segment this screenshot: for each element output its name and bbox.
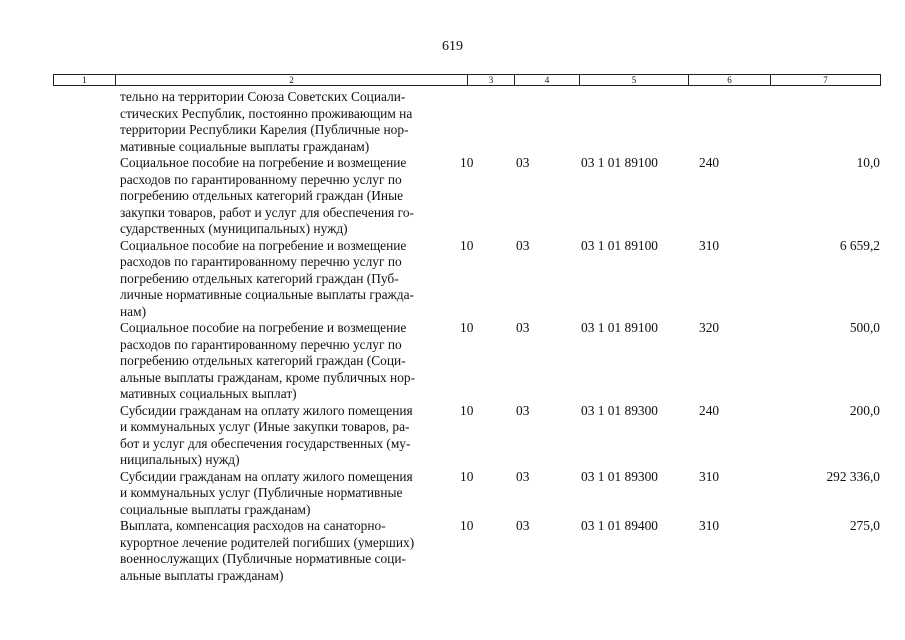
table-row	[53, 155, 880, 238]
row-description	[53, 238, 452, 321]
subsection-code: 03	[516, 320, 530, 335]
table-row	[53, 518, 880, 584]
header-col-5: 5	[580, 75, 689, 86]
table-row	[53, 320, 880, 403]
header-col-1: 1	[54, 75, 116, 86]
description-line: погребению отдельных категорий граждан (Пуб-	[120, 270, 399, 286]
subsection-code: 03	[516, 518, 530, 533]
description-line: Субсидии гражданам на оплату жилого помещения	[120, 402, 413, 418]
header-col-6: 6	[689, 75, 771, 86]
subsection-code: 03	[516, 402, 530, 418]
description-line: погребению отдельных категорий граждан (Соци-	[120, 353, 406, 368]
description-line: и коммунальных услуг (Иные закупки товаров, ра-	[120, 419, 410, 434]
description-line: тельно на территории Союза Советских Социали-	[120, 89, 406, 104]
target-article-code	[574, 89, 683, 155]
row-description	[53, 155, 452, 238]
expense-type-code	[683, 89, 765, 155]
header-col-4: 4	[515, 75, 580, 86]
description-line: личные нормативные социальные выплаты гражда-	[120, 287, 414, 302]
row-description	[53, 403, 452, 469]
amount: 6 659,2	[839, 237, 880, 253]
description-line: территории Республики Карелия (Публичные нор-	[120, 122, 409, 137]
row-description	[53, 89, 452, 155]
expense-type-code: 310	[699, 468, 720, 484]
header-row	[54, 75, 881, 86]
description-line: Субсидии гражданам на оплату жилого помещения	[120, 468, 413, 484]
expense-type-code: 310	[699, 237, 720, 253]
description-line: и коммунальных услуг (Публичные нормативные	[120, 485, 403, 500]
description-line: альные выплаты гражданам, кроме публичных нор-	[120, 369, 416, 385]
target-article-code: 03 1 01 89300	[581, 468, 658, 484]
description-line: курортное лечение родителей погибших (умерших)	[120, 534, 415, 550]
table-row	[53, 89, 880, 155]
amount: 275,0	[849, 518, 880, 533]
description-line: социальные выплаты гражданам)	[120, 501, 311, 517]
section-code: 10	[460, 155, 474, 170]
target-article-code: 03 1 01 89100	[581, 155, 658, 170]
amount	[765, 89, 880, 155]
expense-type-code: 310	[699, 518, 720, 533]
table-row	[53, 469, 880, 519]
description-line: Социальное пособие на погребение и возмещение	[120, 155, 407, 170]
description-line: альные выплаты гражданам)	[120, 567, 284, 583]
description-line: ниципальных) нужд)	[120, 452, 240, 467]
description-line: военнослужащих (Публичные нормативные соци-	[120, 551, 406, 566]
page-number: 619	[442, 39, 463, 54]
row-description	[53, 518, 452, 584]
target-article-code: 03 1 01 89100	[581, 320, 658, 335]
expense-type-code: 320	[699, 320, 720, 335]
target-article-code: 03 1 01 89300	[581, 402, 658, 418]
description-line: закупки товаров, работ и услуг для обеспечения го-	[120, 204, 414, 220]
description-line: погребению отдельных категорий граждан (Иные	[120, 188, 404, 203]
target-article-code: 03 1 01 89100	[581, 237, 658, 253]
header-col-7: 7	[771, 75, 881, 86]
description-line: мативных социальных выплат)	[120, 386, 297, 401]
description-line: сударственных (муниципальных) нужд)	[120, 221, 348, 236]
subsection-code: 03	[516, 155, 530, 170]
amount: 500,0	[849, 320, 880, 335]
target-article-code: 03 1 01 89400	[581, 518, 658, 533]
header-col-3: 3	[468, 75, 515, 86]
description-line: Социальное пособие на погребение и возмещение	[120, 320, 407, 335]
subsection-code	[509, 89, 574, 155]
description-line: стических Республик, постоянно проживающим на	[120, 105, 413, 121]
amount: 10,0	[856, 155, 880, 170]
section-code: 10	[460, 320, 474, 335]
description-line: бот и услуг для обеспечения государственных (му-	[120, 435, 411, 451]
column-number-header	[53, 74, 881, 86]
description-line: Выплата, компенсация расходов на санаторно-	[120, 518, 386, 533]
section-code: 10	[460, 518, 474, 533]
expense-type-code: 240	[699, 402, 720, 418]
row-description	[53, 320, 452, 403]
description-line: мативные социальные выплаты гражданам)	[120, 138, 370, 154]
description-line: расходов по гарантированному перечню услуг по	[120, 171, 402, 187]
section-code: 10	[460, 237, 474, 253]
header-col-2: 2	[116, 75, 468, 86]
table-row	[53, 238, 880, 321]
expense-type-code: 240	[699, 155, 720, 170]
description-line: расходов по гарантированному перечню услуг по	[120, 254, 402, 269]
amount: 200,0	[849, 402, 880, 418]
amount: 292 336,0	[826, 468, 880, 484]
subsection-code: 03	[516, 468, 530, 484]
description-line: нам)	[120, 303, 147, 319]
section-code	[452, 89, 509, 155]
subsection-code: 03	[516, 237, 530, 253]
section-code: 10	[460, 402, 474, 418]
row-description	[53, 469, 452, 519]
description-line: расходов по гарантированному перечню услуг по	[120, 336, 402, 352]
budget-table	[53, 89, 880, 584]
section-code: 10	[460, 468, 474, 484]
table-row	[53, 403, 880, 469]
description-line: Социальное пособие на погребение и возмещение	[120, 237, 407, 253]
